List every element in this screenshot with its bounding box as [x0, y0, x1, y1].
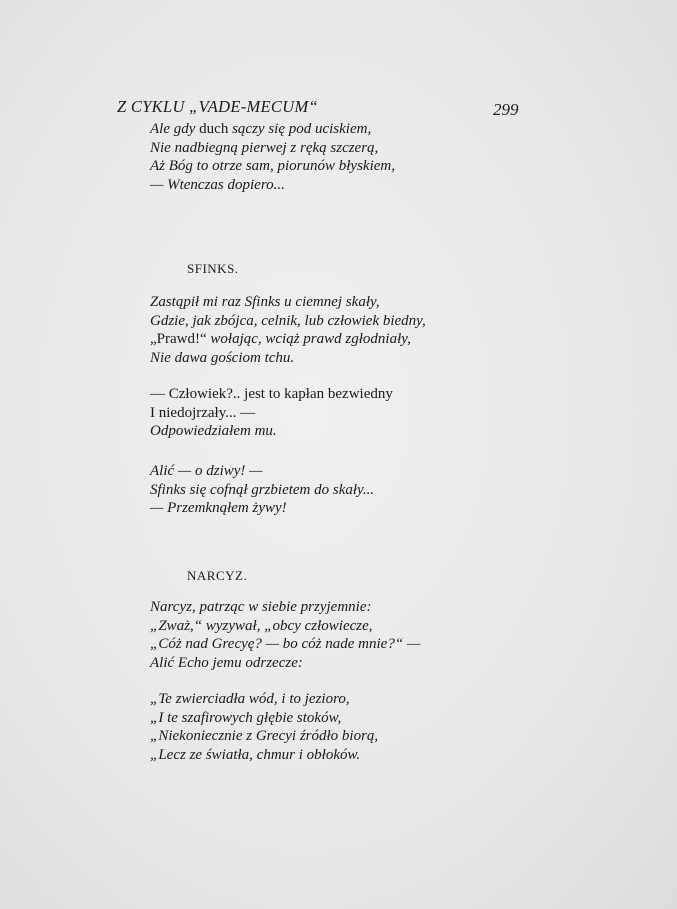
verse-text: Zastąpił mi raz Sfinks u ciemnej skały, [150, 294, 380, 310]
page-number: 299 [493, 100, 519, 119]
stanza [150, 293, 426, 368]
verse-text: „Zważ,“ wyzywał, „obcy człowiecze, [150, 617, 373, 634]
verse-text: „Prawd!“ [150, 331, 211, 348]
verse-text: Narcyz, patrząc w siebie przyjemnie: [150, 599, 372, 615]
verse-text: Alić Echo jemu odrzecze: [150, 655, 303, 672]
verse-line [150, 120, 395, 139]
stanza [150, 690, 378, 765]
verse-line [150, 385, 393, 404]
stanza [150, 598, 420, 673]
verse-line [150, 499, 374, 518]
verse-text: Nie dawa gościom tchu. [150, 350, 295, 367]
verse-text: Sfinks się cofnął grzbietem do skały... [150, 481, 375, 498]
verse-text: wołając, wciąż prawd zgłodniały, [210, 331, 411, 348]
verse-text: — Człowiek?.. jest to kapłan bezwiedny [150, 386, 393, 402]
verse-line [150, 176, 395, 195]
verse-line [150, 727, 378, 746]
verse-text: — Przemknąłem żywy! [150, 500, 287, 517]
stanza [150, 385, 393, 441]
poem-title: SFINKS. [187, 261, 239, 276]
verse-text: I niedojrzały... — [150, 404, 256, 421]
verse-text: Nie nadbiegną pierwej z ręką szczerą, [150, 139, 379, 156]
verse-line [150, 746, 378, 765]
verse-line [150, 617, 420, 636]
verse-line [150, 157, 395, 176]
verse-line [150, 709, 378, 728]
verse-line [150, 330, 426, 349]
stanza [150, 120, 395, 195]
verse-text: „I te szafirowych głębie stoków, [150, 709, 342, 726]
verse-line [150, 481, 374, 500]
verse-line [150, 404, 393, 423]
verse-line [150, 422, 393, 441]
poem-title: NARCYZ. [187, 568, 248, 583]
verse-line [150, 690, 378, 709]
verse-text: — Wtenczas dopiero... [150, 177, 285, 194]
verse-line [150, 349, 426, 368]
verse-line [150, 654, 420, 673]
verse-text: „Niekoniecznie z Grecyi źródło biorą, [150, 728, 379, 745]
verse-text: sączy się pod uciskiem, [228, 121, 372, 137]
running-title: Z CYKLU „VADE-MECUM“ [117, 97, 318, 116]
verse-text: „Cóż nad Grecyę? — bo cóż nade mnie?“ — [150, 636, 421, 653]
verse-text: „Lecz ze światła, chmur i obłoków. [150, 747, 361, 764]
verse-text: Ale gdy [150, 121, 200, 137]
verse-text: Gdzie, jak zbójca, celnik, lub człowiek biedny, [150, 312, 426, 329]
verse-text: „Te zwierciadła wód, i to jezioro, [150, 691, 350, 707]
verse-line [150, 293, 426, 312]
verse-line [150, 598, 420, 617]
verse-line [150, 312, 426, 331]
verse-line [150, 139, 395, 158]
verse-line [150, 635, 420, 654]
verse-text: duch [199, 121, 229, 137]
verse-line [150, 462, 374, 481]
verse-text: Alić — o dziwy! — [150, 463, 263, 479]
verse-text: Odpowiedziałem mu. [150, 423, 277, 440]
stanza [150, 462, 374, 518]
verse-text: Aż Bóg to otrze sam, piorunów błyskiem, [150, 158, 395, 175]
